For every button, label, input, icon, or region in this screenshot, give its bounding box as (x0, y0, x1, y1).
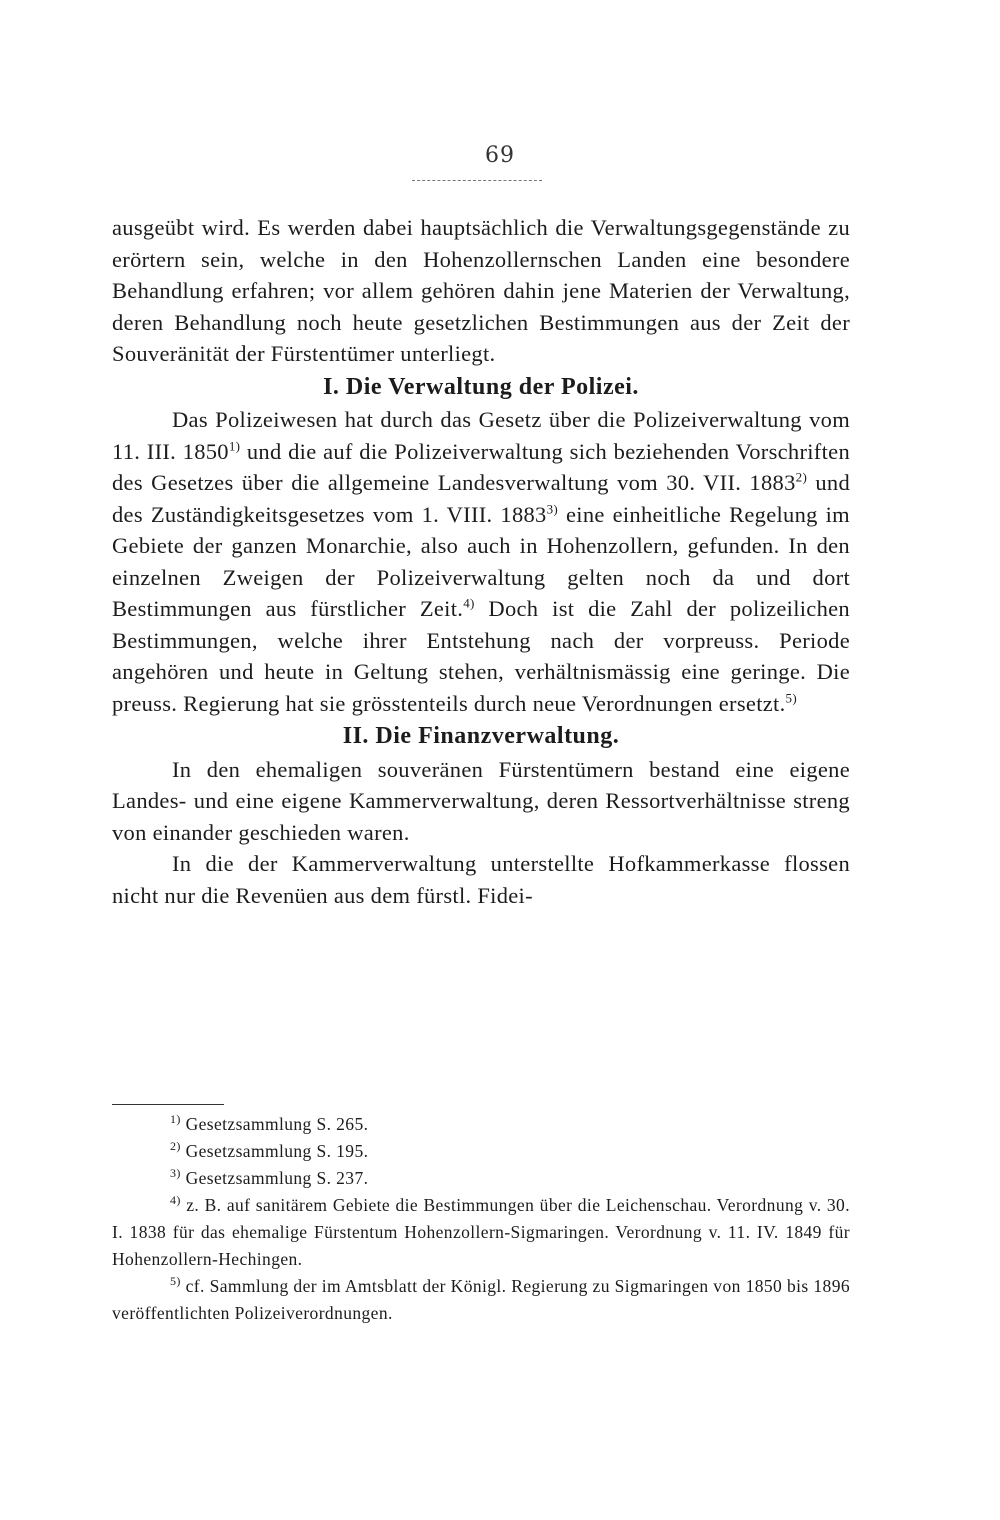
page-number: 69 (485, 143, 515, 168)
section-heading-finance: II. Die Finanzverwaltung. (342, 723, 620, 749)
footnote-1-text: Gesetzsammlung S. 265. (185, 1114, 369, 1134)
paragraph-1: ausgeübt wird. Es werden dabei hauptsächlich die Verwaltungsgegenstände zu erörtern sein, welche in den Hohenzollernschen Landen eine besondere Behandlung erfahren; vor allem gehören dahin jene Materien der Verwaltung, deren Behandlung noch heute gesetzlichen Bestimmungen aus der Zeit der Souveränität der Fürstentümer unterliegt. (112, 215, 850, 366)
paragraph-3: In den ehemaligen souveränen Fürstentümern bestand eine eigene Landes- und eine eigene Kammerverwaltung, deren Ressortverhältnisse streng von einander geschieden waren. (112, 756, 850, 845)
footnote-4-text: z. B. auf sanitärem Gebiete die Bestimmungen über die Leichenschau. Verordnung v. 30. I. 1838 für das ehemalige Fürstentum Hohenzollern-Sigmaringen. Verordnung v. 11. IV. 1849 für Hohenzollern-Hechingen. (112, 1195, 850, 1269)
footnote-ref-3: 3) (546, 501, 559, 516)
footnote-3-mark: 3) (170, 1166, 181, 1181)
footnote-ref-2: 2) (795, 469, 808, 485)
paragraph-2-text-4: eine einheitliche Regelung im Gebiete der ganzen Monarchie, also auch in Hohenzollern, gefunden. In den einzelnen Zweigen der Polizeiverwaltung gelten noch da und dort Bestimmungen aus fürstlicher Zeit. (112, 501, 850, 621)
footnote-5 (112, 1273, 850, 1327)
paragraph-2-text-3: und des Zuständigkeitsgesetzes vom 1. VIII. 1883 (112, 470, 850, 527)
main-text (112, 212, 850, 911)
paragraph-2-text-5: Doch ist die Zahl der polizeilichen Bestimmungen, welche ihrer Entstehung nach der vorpreuss. Periode angehören und heute in Geltung stehen, verhältnismässig eine geringe. Die preuss. Regierung hat sie grösstenteils durch neue Verordnungen ersetzt. (112, 596, 850, 716)
footnote-4-mark: 4) (170, 1193, 181, 1208)
footnote-1 (112, 1111, 850, 1138)
footnote-5-text: cf. Sammlung der im Amtsblatt der Königl. Regierung zu Sigmaringen von 1850 bis 1896 veröffentlichten Polizeiverordnungen. (112, 1276, 850, 1323)
page-number-rule (412, 180, 542, 181)
footnote-2 (112, 1138, 850, 1165)
paragraph-2 (112, 404, 850, 719)
footnote-5-mark: 5) (170, 1274, 181, 1289)
paragraph-4: In die der Kammerverwaltung unterstellte Hofkammerkasse flossen nicht nur die Revenüen aus dem fürstl. Fidei- (112, 851, 850, 908)
footnote-ref-1: 1) (228, 438, 241, 453)
footnote-ref-4: 4) (463, 595, 475, 611)
footnote-4 (112, 1192, 850, 1273)
paragraph-2-text-1: Das Polizeiwesen hat durch das Gesetz über die Polizeiverwaltung vom 11. III. 1850 (112, 407, 850, 464)
footnotes (112, 1111, 850, 1327)
footnote-1-mark: 1) (170, 1112, 181, 1127)
footnote-2-mark: 2) (170, 1139, 181, 1154)
footnote-separator (112, 1104, 224, 1105)
footnote-3-text: Gesetzsammlung S. 237. (185, 1168, 369, 1188)
paragraph-2-text-2: und die auf die Polizeiverwaltung sich beziehenden Vorschriften des Gesetzes über die allgemeine Landesverwaltung vom 30. VII. 1883 (112, 438, 850, 495)
footnote-3 (112, 1165, 850, 1192)
footnote-ref-5: 5) (785, 690, 797, 705)
footnote-2-text: Gesetzsammlung S. 195. (185, 1141, 369, 1161)
section-heading-police: I. Die Verwaltung der Polizei. (323, 373, 639, 400)
